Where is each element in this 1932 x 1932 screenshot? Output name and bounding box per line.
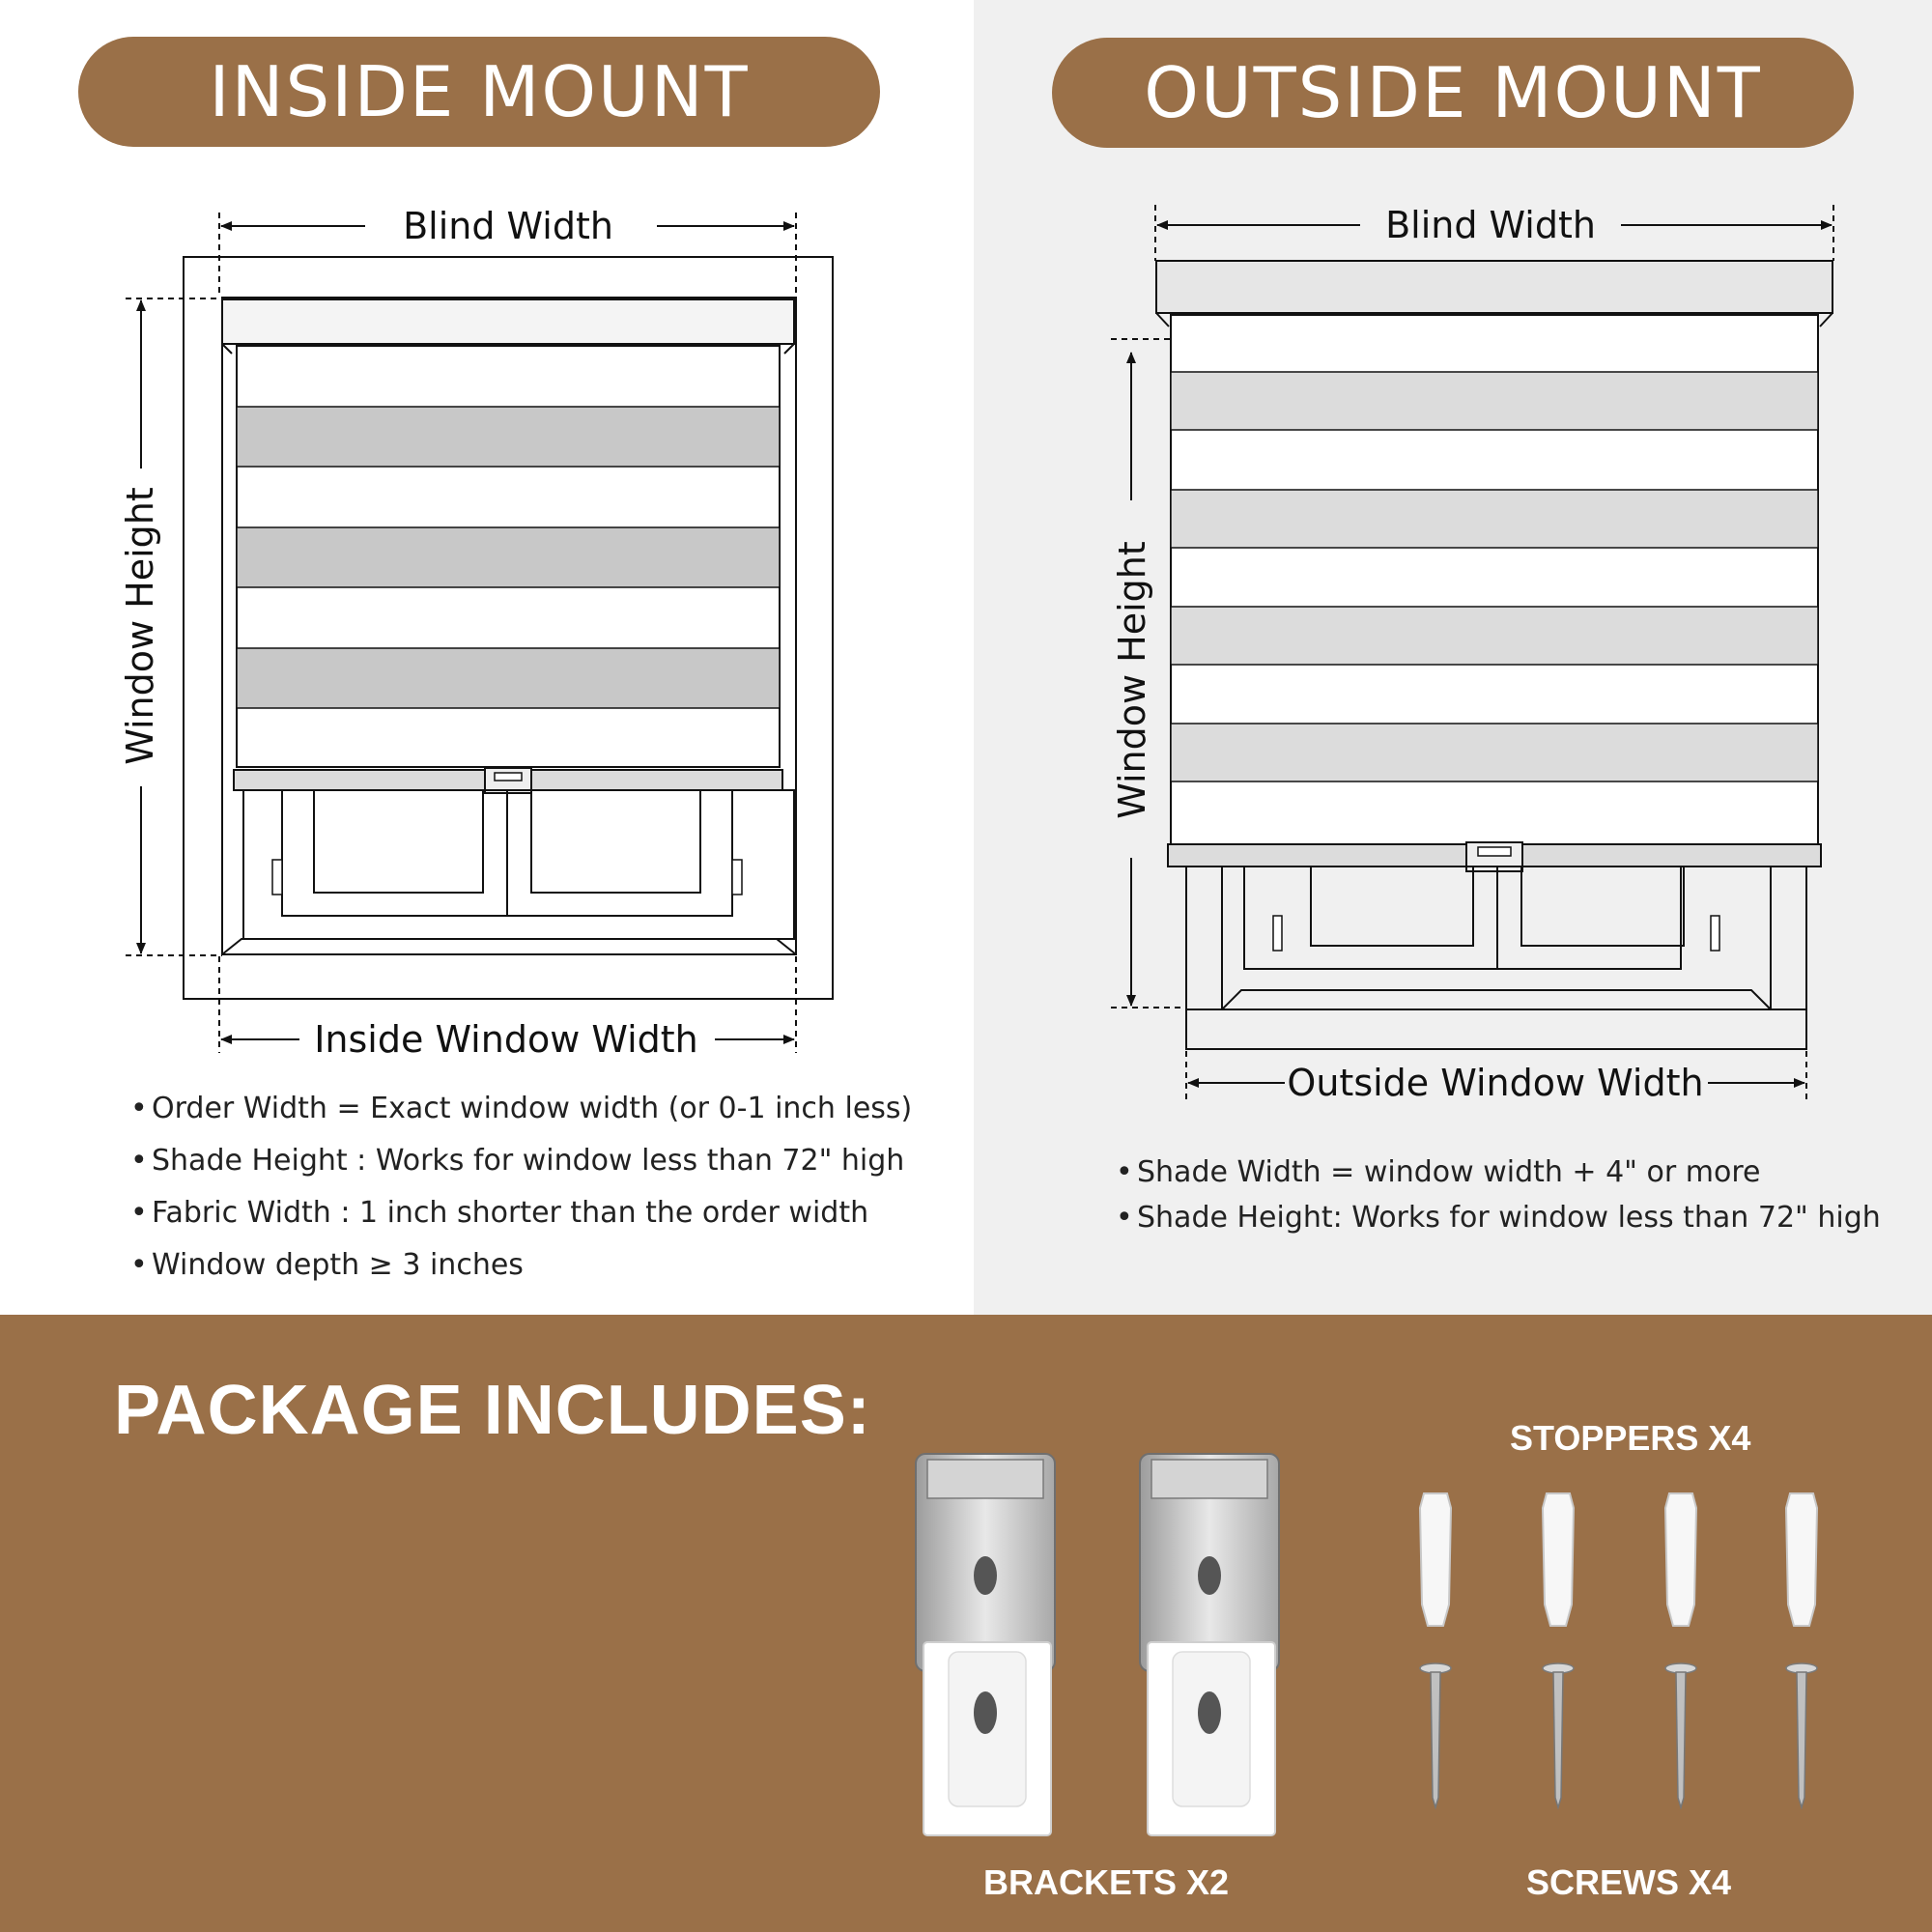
inside-blind-stripes	[237, 407, 780, 708]
screw-icon	[1543, 1663, 1574, 1807]
outside-blind-width-label: Blind Width	[1385, 204, 1596, 246]
inside-note: • Shade Height : Works for window less than 72" high	[130, 1144, 912, 1196]
inside-note: • Window depth ≥ 3 inches	[130, 1248, 912, 1300]
outside-note: • Shade Height: Works for window less than 72" high	[1116, 1201, 1881, 1246]
inside-window-height-label: Window Height	[119, 487, 161, 765]
outside-mount-diagram	[1111, 204, 1833, 1104]
bracket-icon	[916, 1454, 1055, 1835]
inside-note: • Order Width = Exact window width (or 0-1 inch less)	[130, 1092, 912, 1144]
stopper-icon	[1543, 1493, 1574, 1626]
inside-mount-notes	[130, 1092, 912, 1300]
screws-label: SCREWS X4	[1526, 1862, 1732, 1902]
outside-window-height-label: Window Height	[1111, 541, 1153, 819]
stoppers-label: STOPPERS X4	[1510, 1418, 1751, 1458]
package-items-art	[0, 1315, 1932, 1932]
package-title: PACKAGE INCLUDES:	[114, 1372, 871, 1449]
screw-icon	[1665, 1663, 1696, 1807]
stopper-icon	[1786, 1493, 1817, 1626]
inside-mount-title: INSIDE MOUNT	[78, 37, 880, 147]
inside-note: • Fabric Width : 1 inch shorter than the order width	[130, 1196, 912, 1248]
package-includes-section	[0, 1315, 1932, 1932]
stopper-icon	[1665, 1493, 1696, 1626]
screw-icon	[1786, 1663, 1817, 1807]
stopper-icon	[1420, 1493, 1451, 1626]
outside-note: • Shade Width = window width + 4" or more	[1116, 1155, 1881, 1201]
brackets-label: BRACKETS X2	[983, 1862, 1230, 1902]
inside-window-width-label: Inside Window Width	[314, 1018, 698, 1061]
outside-window-width-label: Outside Window Width	[1287, 1062, 1704, 1104]
screw-icon	[1420, 1663, 1451, 1807]
inside-blind-width-label: Blind Width	[403, 205, 613, 247]
inside-mount-diagram	[119, 205, 833, 1061]
outside-mount-notes	[1116, 1155, 1881, 1246]
bracket-icon	[1140, 1454, 1279, 1835]
outside-mount-title: OUTSIDE MOUNT	[1052, 38, 1854, 148]
